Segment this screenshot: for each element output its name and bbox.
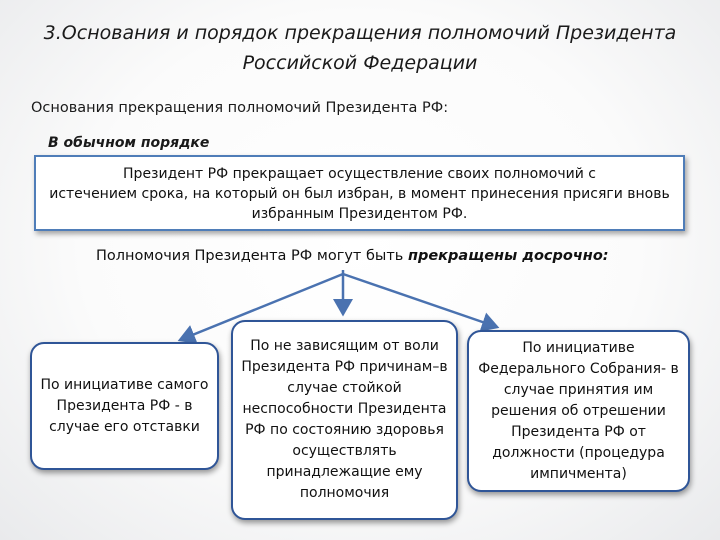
title-line-1: 3.Основания и порядок прекращения полномочий Президента — [43, 22, 677, 44]
early-prefix: Полномочия Президента РФ могут быть — [96, 248, 408, 264]
early-emphasis: прекращены досрочно: — [407, 248, 609, 264]
branch-health-box: По не зависящим от воли Президента РФ причинам–в случае стойкой неспособности Президента РФ по состоянию здоровья осуществлять принадлежащие ему полномочия — [231, 320, 458, 520]
usual-line-3: избранным Президентом РФ. — [251, 206, 468, 222]
intro-text: Основания прекращения полномочий Президента РФ: — [31, 100, 449, 116]
usual-line-2: истечением срока, на который он был избран, в момент принесения присяги вновь — [49, 186, 670, 202]
usual-order-label: В обычном порядке — [48, 135, 210, 151]
title-line-2: Российской Федерации — [242, 52, 478, 74]
branch-impeachment-box: По инициативе Федерального Собрания- в случае принятия им решения об отрешении Президента РФ от должности (процедура импичмента) — [467, 330, 690, 492]
branch-resignation-box: По инициативе самого Президента РФ - в случае его отставки — [30, 342, 219, 470]
usual-line-1: Президент РФ прекращает осуществление своих полномочий с — [123, 166, 596, 182]
